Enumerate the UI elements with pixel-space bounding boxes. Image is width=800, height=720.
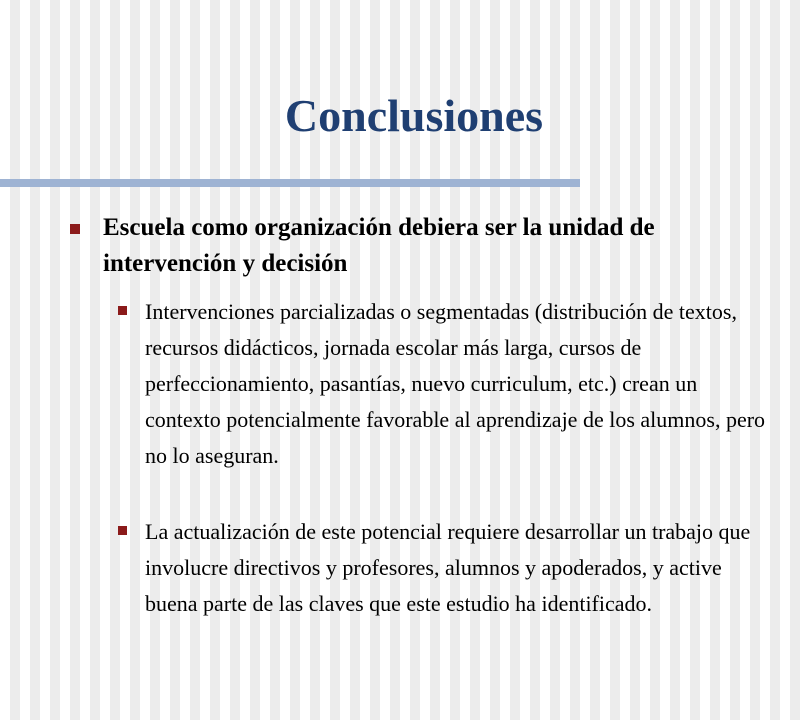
sub-bullet-item — [118, 294, 778, 474]
title-underline-rule — [0, 179, 580, 187]
slide-title: Conclusiones — [284, 90, 544, 141]
square-bullet-icon — [118, 306, 127, 315]
square-bullet-icon — [70, 224, 80, 234]
sub-bullet-text: Intervenciones parcializadas o segmentadas (distribución de textos, recursos didácticos, jornada escolar más larga, cursos de perfeccionamiento, pasantías, nuevo curriculum, etc.) crean un contexto potencialmente favorable al aprendizaje de los alumnos, pero no lo aseguran. — [145, 299, 766, 468]
main-bullet-text: Escuela como organización debiera ser la unidad de intervención y decisión — [103, 214, 655, 277]
sub-bullet-text: La actualización de este potencial requiere desarrollar un trabajo que involucre directivos y profesores, alumnos y apoderados, y active buena parte de las claves que este estudio ha identificado. — [145, 519, 751, 616]
main-bullet-item — [70, 210, 710, 282]
sub-bullet-item — [118, 514, 778, 622]
square-bullet-icon — [118, 526, 127, 535]
